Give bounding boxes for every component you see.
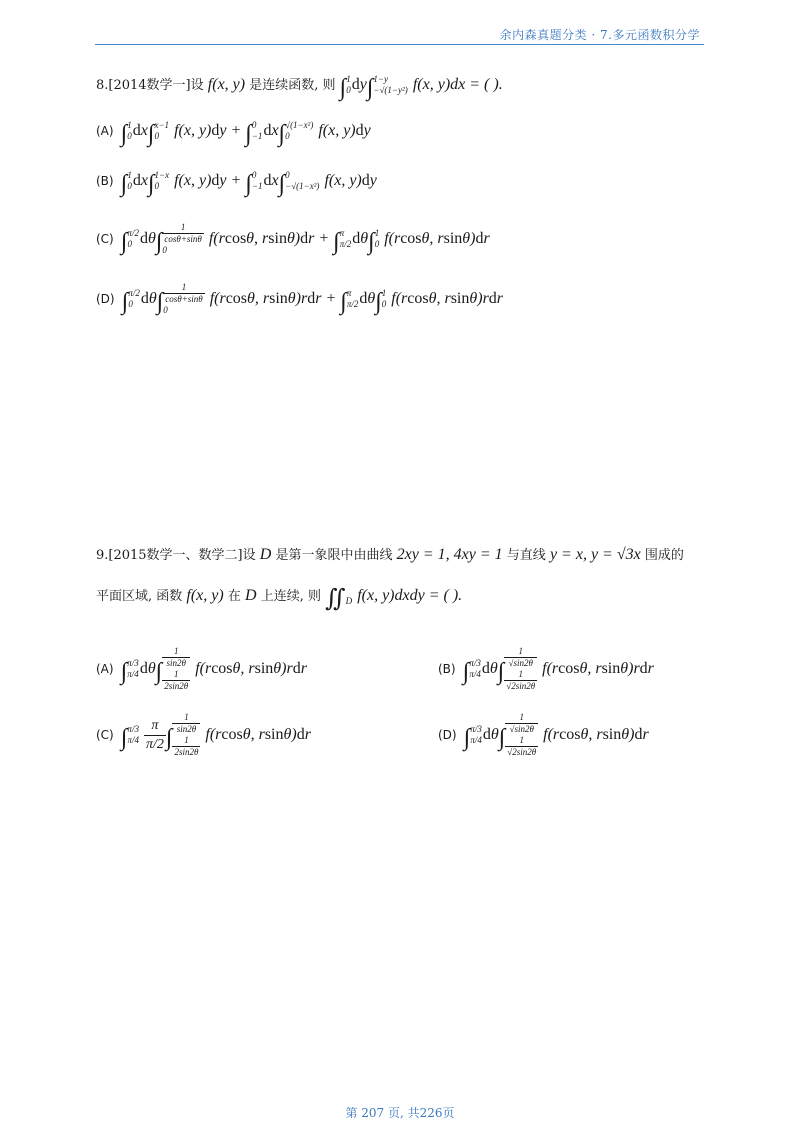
page-number: 第 207 页, 共226页 [345,1106,455,1120]
q9-text: 在 [227,589,241,604]
q9-text: 设 [242,548,256,563]
q9-curves: 2xy = 1, 4xy = 1 [396,546,503,563]
q8-stem-end: f(x, y)dx = ( ). [412,76,503,93]
q9-stem-line2 [96,584,462,613]
option-label: (D) [96,291,115,306]
option-expression: ∫ 1 0 dx∫ x−1 0 f(x, y)dy + ∫ 0 −1 dx∫ √(1−x²) 0 f(x, y)dy [120,120,371,147]
option-label: (B) [438,661,456,676]
q8-number: 8. [96,78,109,93]
option-expression: ∫ π/3 π/4 dθ∫ 1 √sin2θ 1 √2sin2θ f(rcosθ, rsinθ)dr [463,712,649,757]
q8-stem [96,74,503,102]
q9-number: 9. [96,548,109,563]
option-label: (B) [96,173,114,188]
option-expression: ∫ π/3 π/4 dθ∫ 1 √sin2θ 1 √2sin2θ f(rcosθ, rsinθ)rdr [462,646,654,691]
q8-option-a[interactable] [96,120,371,148]
q8-option-c[interactable] [96,222,490,256]
q9-option-c[interactable] [96,712,311,758]
q9-region-symbol: D [259,546,272,563]
header-title: 余内森真题分类 · 7.多元函数积分学 [499,28,700,42]
q9-region-symbol: D [245,587,257,604]
q9-option-d[interactable] [438,712,649,758]
option-label: (C) [96,231,114,246]
q9-text: 是第一象限中由曲线 [275,548,393,563]
q9-source: [2015数学一、数学二] [108,548,243,563]
q8-source: [2014数学一] [108,78,191,93]
q9-text: 与直线 [506,548,546,563]
q9-lines: y = x, y = √3x [549,546,641,563]
q9-text: 平面区域, 函数 [96,589,183,604]
q8-integral: ∫ 1 0 dy∫ 1−y −√(1−y²) [339,74,408,101]
q8-stem-mid: 是连续函数, 则 [249,78,336,93]
q9-text: 上连续, 则 [260,589,321,604]
q9-stem-line1 [96,544,684,564]
q9-func: f(x, y) [186,587,224,604]
option-expression: ∫ π/2 0 dθ∫ 1 cosθ+sinθ 0 f(rcosθ, rsinθ)rdr + ∫ π π/2 dθ∫ 1 0 f(rcosθ, rsinθ)rdr [121,282,504,315]
q9-double-integral: ∬ D [325,586,353,612]
option-label: (A) [96,661,114,676]
q8-option-d[interactable] [96,282,503,316]
q9-option-a[interactable] [96,646,307,692]
q8-option-b[interactable] [96,170,377,198]
option-expression: ∫ π/3 π/4 $\frac{\pi}{\pi/2}$ ∫ 1 sin2θ 1 2sin2θ f(rcosθ, rsinθ)dr [120,712,311,757]
page-header [95,22,704,45]
option-label: (A) [96,123,114,138]
option-expression: ∫ π/2 0 dθ∫ 1 cosθ+sinθ 0 f(rcosθ, rsinθ)dr + ∫ π π/2 dθ∫ 1 0 f(rcosθ, rsinθ)dr [120,222,490,255]
page-footer [0,1104,800,1121]
option-expression: ∫ 1 0 dx∫ 1−x 0 f(x, y)dy + ∫ 0 −1 dx∫ 0 −√(1−x²) f(x, y)dy [120,170,377,197]
option-label: (D) [438,727,457,742]
q9-text: 围成的 [644,548,684,563]
q9-stem-end: f(x, y)dxdy = ( ). [357,587,463,604]
q9-option-b[interactable] [438,646,654,692]
q8-stem-func: f(x, y) [207,76,246,93]
q8-stem-pre: 设 [190,78,204,93]
option-expression: ∫ π/3 π/4 dθ∫ 1 sin2θ 1 2sin2θ f(rcosθ, rsinθ)rdr [120,646,307,691]
option-label: (C) [96,727,114,742]
